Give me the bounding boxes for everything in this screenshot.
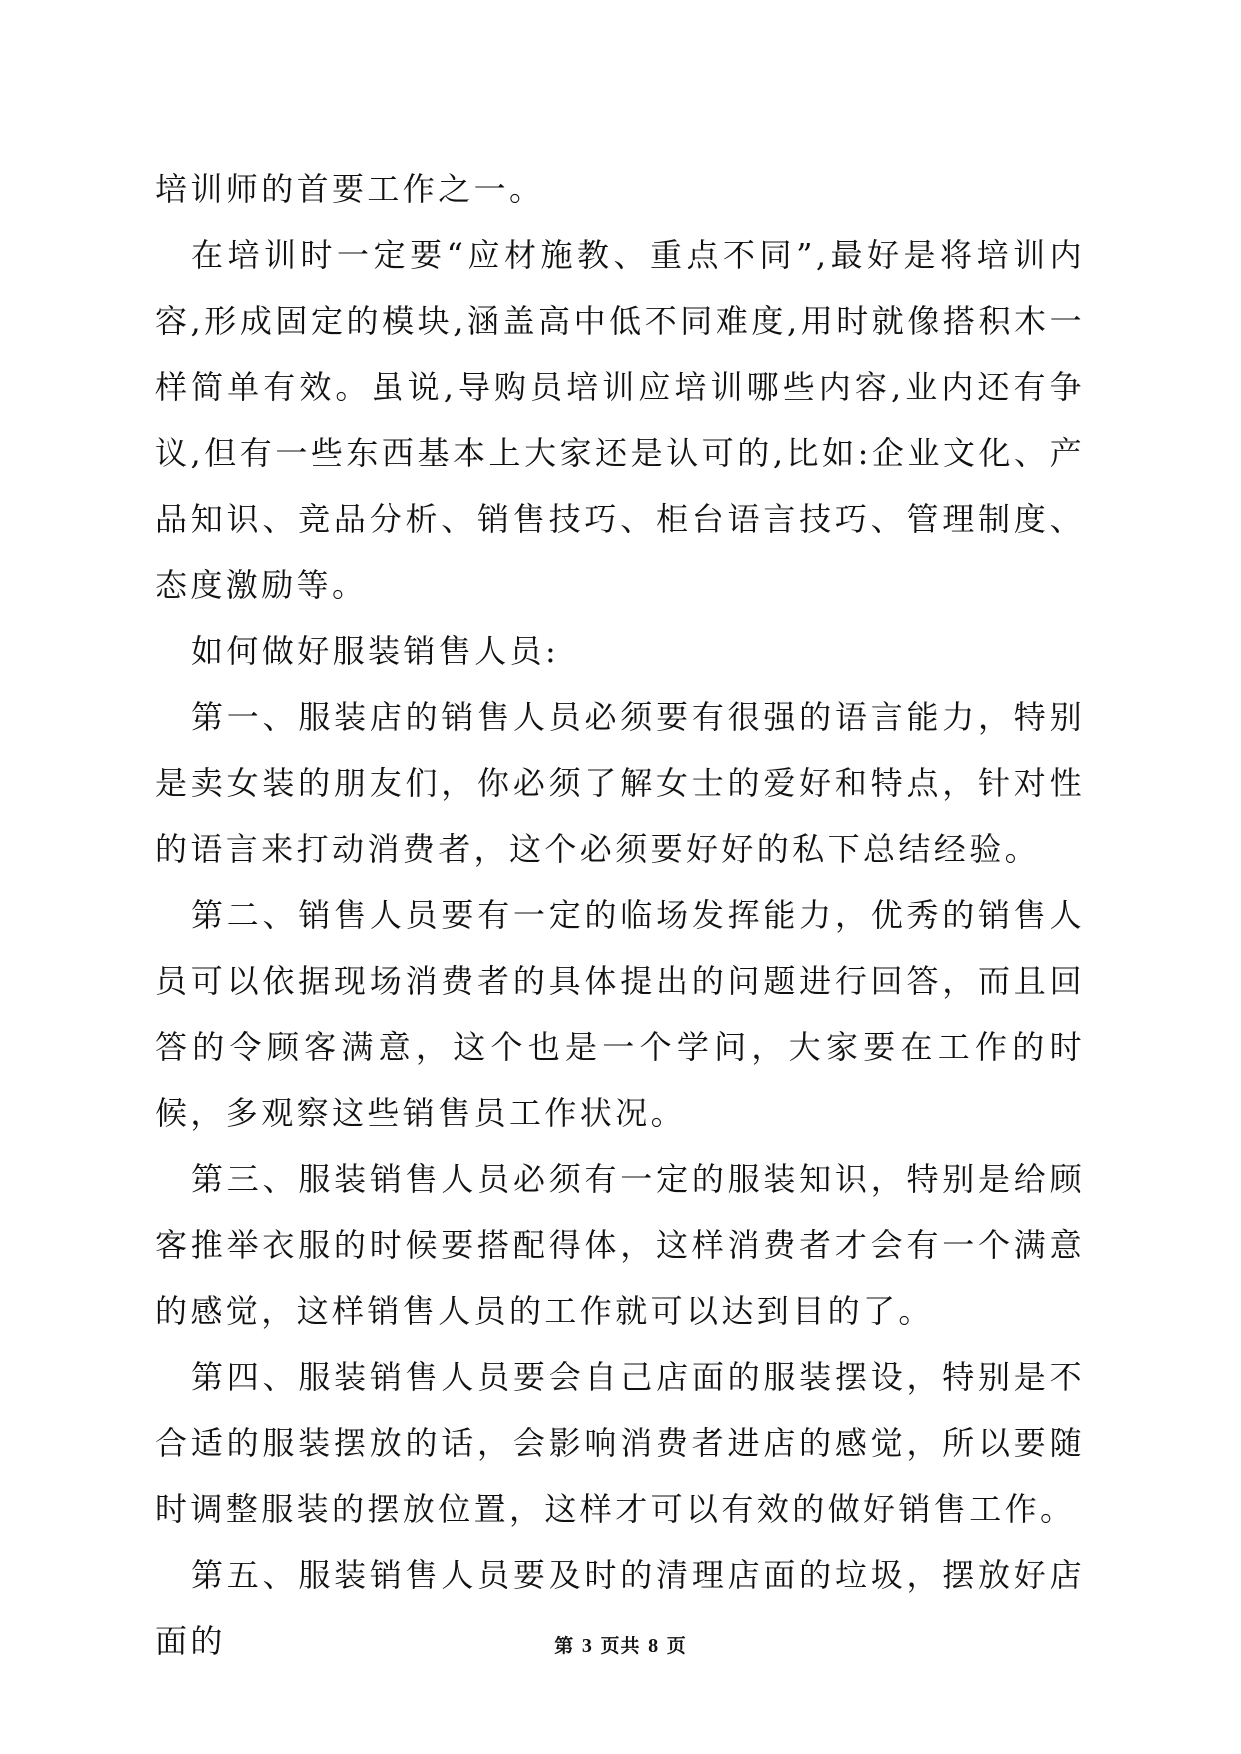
paragraph: 第四、服装销售人员要会自己店面的服装摆设，特别是不合适的服装摆放的话，会影响消费者进店的感觉，所以要随时调整服装的摆放位置，这样才可以有效的做好销售工作。 xyxy=(155,1358,1085,1528)
paragraph: 培训师的首要工作之一。 xyxy=(155,170,545,208)
paragraph: 第三、服装销售人员必须有一定的服装知识，特别是给顾客推举衣服的时候要搭配得体，这样消费者才会有一个满意的感觉，这样销售人员的工作就可以达到目的了。 xyxy=(155,1160,1085,1330)
total-page-count: 8 xyxy=(648,1635,660,1657)
footer-suffix: 页 xyxy=(666,1635,687,1657)
paragraph: 第一、服装店的销售人员必须要有很强的语言能力，特别是卖女装的朋友们，你必须了解女士的爱好和特点，针对性的语言来打动消费者，这个必须要好好的私下总结经验。 xyxy=(155,698,1085,868)
current-page-number: 3 xyxy=(581,1635,593,1657)
paragraph: 第五、服装销售人员要及时的清理店面的垃圾，摆放好店面的 xyxy=(155,1556,1085,1660)
page-footer xyxy=(0,1631,1241,1658)
footer-prefix: 第 xyxy=(554,1635,575,1657)
paragraph: 在培训时一定要“应材施教、重点不同”,最好是将培训内容,形成固定的模块,涵盖高中低不同难度,用时就像搭积木一样简单有效。虽说,导购员培训应培训哪些内容,业内还有争议,但有一些东西基本上大家还是认可的,比如:企业文化、产品知识、竞品分析、销售技巧、柜台语言技巧、管理制度、态度激励等。 xyxy=(155,236,1085,604)
paragraph: 如何做好服装销售人员: xyxy=(191,632,560,670)
paragraph: 第二、销售人员要有一定的临场发挥能力，优秀的销售人员可以依据现场消费者的具体提出的问题进行回答，而且回答的令顾客满意，这个也是一个学问，大家要在工作的时候，多观察这些销售员工作状况。 xyxy=(155,896,1085,1132)
document-body xyxy=(155,156,1085,1674)
footer-middle: 页共 xyxy=(600,1635,641,1657)
